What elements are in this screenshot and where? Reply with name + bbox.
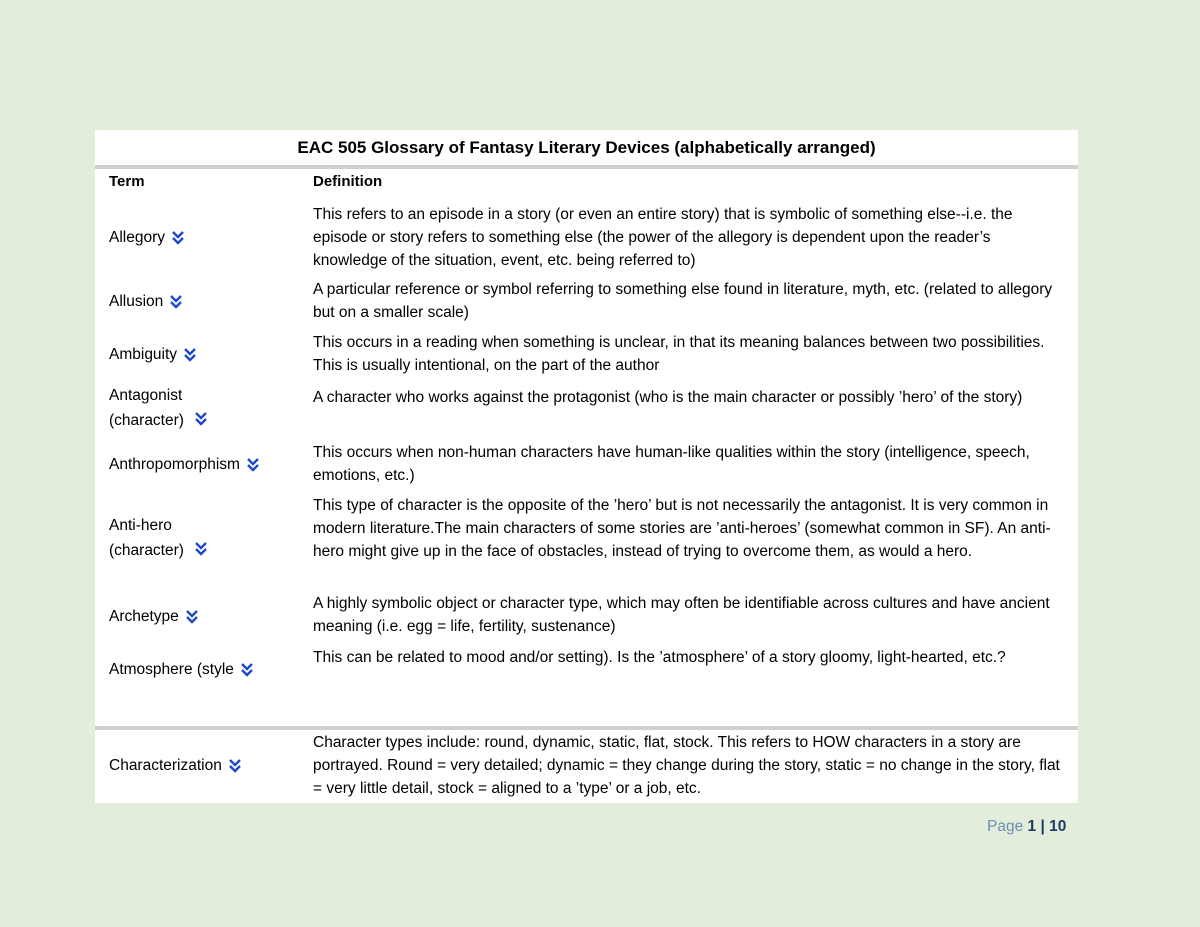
definition-cell: This occurs when non-human characters have human-like qualities within the story (intelligence, speech, emotions, etc.) — [313, 444, 1030, 484]
term-label: Anti-hero (character) — [109, 517, 184, 559]
definition-column-header: Definition — [313, 173, 383, 190]
expand-chevron-icon[interactable] — [169, 294, 183, 310]
term-cell — [109, 342, 299, 367]
expand-chevron-icon[interactable] — [228, 758, 242, 774]
page-separator: | — [1036, 818, 1050, 835]
expand-chevron-icon[interactable] — [171, 230, 185, 246]
expand-chevron-icon[interactable] — [240, 662, 254, 678]
term-cell — [109, 383, 229, 433]
term-label: Anthropomorphism — [109, 456, 240, 473]
total-pages: 10 — [1049, 818, 1067, 835]
expand-chevron-icon[interactable] — [185, 609, 199, 625]
term-cell — [109, 225, 299, 250]
expand-chevron-icon[interactable] — [194, 541, 208, 557]
term-label: Antagonist (character) — [109, 387, 184, 429]
expand-chevron-icon[interactable] — [194, 411, 208, 427]
term-label: Atmosphere (style — [109, 661, 234, 678]
definition-cell: This can be related to mood and/or setting). Is the ’atmosphere’ of a story gloomy, light-hearted, etc.? — [313, 649, 1006, 666]
term-label: Allegory — [109, 229, 165, 246]
definition-cell: This refers to an episode in a story (or even an entire story) that is symbolic of something else--i.e. the episode or story refers to something else (the power of the allegory is dependent upon the reader’s knowledge of the situation, event, etc. being referred to) — [313, 206, 1013, 269]
definition-cell: This type of character is the opposite of the ’hero’ but is not necessarily the antagonist. It is very common in modern literature.The main characters of some stories are ’anti-heroes’ (somewhat common in SF). An anti-hero might give up in the face of obstacles, instead of trying to overcome them, as would a hero. — [313, 497, 1051, 560]
definition-cell: Character types include: round, dynamic, static, flat, stock. This refers to HOW characters in a story are portrayed. Round = very detailed; dynamic = they change during the story, static = no change in the story, flat = very little detail, stock = aligned to a ’type’ or a job, etc. — [313, 734, 1060, 797]
term-cell — [109, 452, 299, 477]
term-cell — [109, 604, 299, 629]
definition-cell: A character who works against the protagonist (who is the main character or possibly ’hero’ of the story) — [313, 389, 1023, 406]
page-word: Page — [987, 818, 1028, 835]
glossary-page — [95, 130, 1078, 803]
term-cell — [109, 289, 299, 314]
definition-cell: This occurs in a reading when something is unclear, in that its meaning balances between two possibilities. This is usually intentional, on the part of the author — [313, 334, 1045, 374]
definition-cell: A particular reference or symbol referring to something else found in literature, myth, etc. (related to allegory but on a smaller scale) — [313, 281, 1053, 321]
definition-cell: A highly symbolic object or character type, which may often be identifiable across cultures and have ancient meaning (i.e. egg = life, fertility, sustenance) — [313, 595, 1050, 635]
term-cell — [109, 753, 299, 778]
term-column-header: Term — [109, 173, 145, 190]
term-label: Archetype — [109, 608, 179, 625]
page-title: EAC 505 Glossary of Fantasy Literary Devices (alphabetically arranged) — [297, 138, 876, 157]
term-cell — [109, 513, 229, 563]
expand-chevron-icon[interactable] — [246, 457, 260, 473]
term-label: Ambiguity — [109, 346, 178, 363]
term-label: Characterization — [109, 757, 222, 774]
expand-chevron-icon[interactable] — [183, 347, 197, 363]
current-page: 1 — [1027, 818, 1037, 835]
term-label: Allusion — [109, 293, 164, 310]
section-divider — [95, 726, 1078, 730]
page-number — [987, 818, 1066, 836]
term-cell — [109, 657, 299, 682]
title-divider — [95, 165, 1078, 169]
